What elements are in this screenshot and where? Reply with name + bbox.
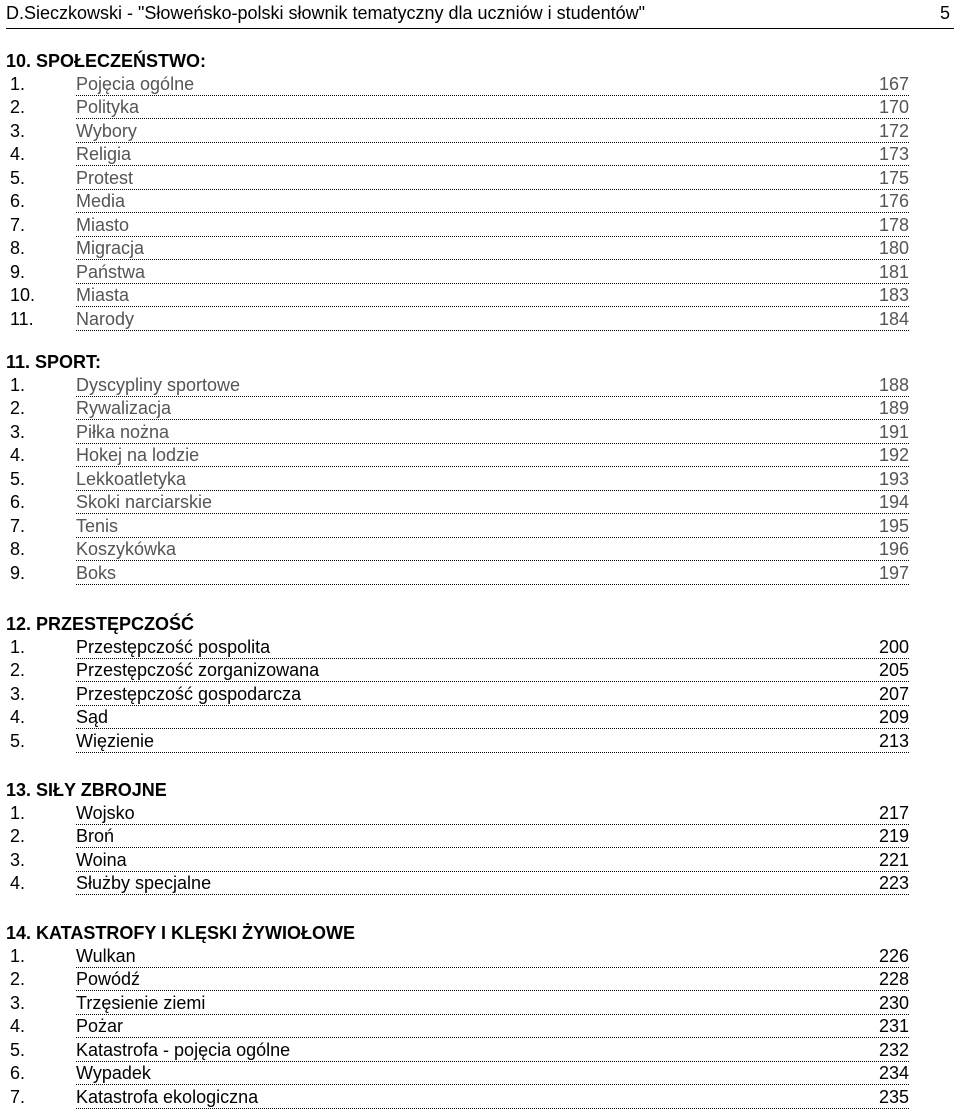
toc-entry-leader: [76, 190, 909, 213]
toc-entry-number: 4.: [10, 144, 26, 165]
toc-entry[interactable]: [10, 802, 909, 824]
toc-entry-label: Tenis: [76, 515, 119, 536]
toc-entry-label: Trzęsienie ziemi: [76, 992, 206, 1013]
toc-entry-number: 10.: [10, 285, 36, 306]
toc-entry-number: 3.: [10, 992, 26, 1013]
toc-entry-page: 232: [878, 1039, 909, 1060]
toc-entry-label: Koszykówka: [76, 539, 177, 560]
toc-entry-label: Skoki narciarskie: [76, 492, 213, 513]
toc-entry-number: 7.: [10, 1086, 26, 1107]
toc-entry-number: 4.: [10, 873, 26, 894]
toc-entry-leader: [76, 374, 909, 397]
toc-entry-leader: [76, 945, 909, 968]
toc-entry-number: 8.: [10, 238, 26, 259]
toc-entry-number: 7.: [10, 515, 26, 536]
section-title: 14. KATASTROFY I KLĘSKI ŻYWIOŁOWE: [6, 923, 356, 943]
toc-entry-label: Powódź: [76, 969, 141, 990]
toc-entry-label: Protest: [76, 167, 134, 188]
toc-entry[interactable]: [10, 538, 909, 560]
toc-entry-page: 178: [878, 214, 909, 235]
toc-entry-leader: [76, 659, 909, 682]
toc-entry[interactable]: [10, 706, 909, 728]
toc-entry[interactable]: [10, 683, 909, 705]
toc-entry-page: 217: [878, 803, 909, 823]
toc-entry-number: 6.: [10, 492, 26, 513]
toc-entry[interactable]: [10, 96, 909, 118]
toc-entry-page: 200: [878, 637, 909, 657]
toc-entry-leader: [76, 308, 909, 331]
toc-entry[interactable]: [10, 214, 909, 236]
toc-entry-number: 3.: [10, 849, 26, 870]
toc-entry-page: 191: [878, 421, 909, 442]
toc-entry-page: 223: [878, 873, 909, 894]
toc-entry-label: Wulkan: [76, 946, 136, 966]
toc-entry-number: 2.: [10, 398, 26, 419]
toc-entry-label: Przestępczość pospolita: [76, 637, 271, 657]
toc-entry-label: Pożar: [76, 1016, 124, 1037]
toc-entry[interactable]: [10, 374, 909, 396]
toc-entry-page: 192: [878, 445, 909, 466]
toc-entry-number: 2.: [10, 660, 26, 681]
toc-entry-leader: [76, 872, 909, 895]
toc-entry-label: Media: [76, 191, 126, 212]
toc-entry-label: Sąd: [76, 707, 109, 728]
toc-entry-label: Pojęcia ogólne: [76, 74, 195, 94]
section-title: 13. SIŁY ZBROJNE: [6, 780, 167, 800]
toc-entry-label: Lekkoatletyka: [76, 468, 187, 489]
toc-entry-label: Miasto: [76, 214, 130, 235]
toc-entry-leader: [76, 167, 909, 190]
toc-entry-number: 7.: [10, 214, 26, 235]
toc-entry-label: Wojsko: [76, 803, 135, 823]
toc-entry[interactable]: [10, 167, 909, 189]
toc-entry-number: 5.: [10, 730, 26, 751]
toc-entry-number: 5.: [10, 468, 26, 489]
toc-entry-number: 11.: [10, 308, 34, 329]
toc-entry-leader: [76, 683, 909, 706]
toc-entry[interactable]: [10, 515, 909, 537]
toc-entry-page: 205: [878, 660, 909, 681]
toc-entry-leader: [76, 421, 909, 444]
toc-entry[interactable]: [10, 1015, 909, 1037]
toc-entry[interactable]: [10, 1086, 909, 1108]
page-number: 5: [939, 3, 950, 23]
toc-entry-leader: [76, 214, 909, 237]
toc-entry[interactable]: [10, 1039, 909, 1061]
toc-entry-page: 197: [878, 562, 909, 583]
toc-entry[interactable]: [10, 261, 909, 283]
toc-entry-label: Religia: [76, 144, 132, 165]
toc-entry-label: Rywalizacja: [76, 398, 172, 419]
toc-entry-number: 3.: [10, 421, 26, 442]
toc-entry-page: 173: [878, 144, 909, 165]
toc-entry-label: Woina: [76, 849, 127, 870]
toc-entry-leader: [76, 562, 909, 585]
toc-entry-page: 189: [878, 398, 909, 419]
toc-entry-page: 195: [878, 515, 909, 536]
toc-entry-page: 194: [878, 492, 909, 513]
toc-entry[interactable]: [10, 421, 909, 443]
toc-entry-page: 234: [878, 1063, 909, 1084]
toc-entry-leader: [76, 849, 909, 872]
toc-entry[interactable]: [10, 659, 909, 681]
toc-entry-page: 213: [878, 730, 909, 751]
toc-entry[interactable]: [10, 190, 909, 212]
toc-entry-label: Państwa: [76, 261, 146, 282]
toc-entry-label: Przestępczość gospodarcza: [76, 683, 302, 704]
toc-entry-page: 209: [878, 707, 909, 728]
toc-entry-number: 9.: [10, 261, 26, 282]
toc-entry-leader: [76, 444, 909, 467]
toc-entry[interactable]: [10, 308, 909, 330]
toc-entry-page: 235: [878, 1086, 909, 1107]
toc-entry-page: 226: [878, 946, 909, 966]
toc-entry-page: 176: [878, 191, 909, 212]
toc-entry-page: 188: [878, 375, 909, 395]
toc-entry[interactable]: [10, 872, 909, 894]
toc-entry-number: 1.: [10, 74, 26, 94]
toc-entry[interactable]: [10, 562, 909, 584]
toc-entry-leader: [76, 730, 909, 753]
toc-entry[interactable]: [10, 73, 909, 95]
toc-entry-label: Polityka: [76, 97, 140, 118]
toc-entry-page: 170: [878, 97, 909, 118]
toc-entry-label: Migracja: [76, 238, 145, 259]
toc-entry-page: 231: [878, 1016, 909, 1037]
toc-entry-page: 219: [878, 826, 909, 847]
toc-entry-number: 1.: [10, 637, 26, 657]
toc-entry-leader: [76, 261, 909, 284]
page-header: [6, 0, 954, 29]
toc-entry[interactable]: [10, 825, 909, 847]
toc-entry-leader: [76, 992, 909, 1015]
section-title: 10. SPOŁECZEŃSTWO:: [6, 51, 207, 71]
toc-entry-label: Więzienie: [76, 730, 155, 751]
toc-entry[interactable]: [10, 397, 909, 419]
toc-entry-leader: [76, 1015, 909, 1038]
toc-entry-page: 172: [878, 120, 909, 141]
toc-entry-number: 1.: [10, 375, 26, 395]
toc-entry-number: 6.: [10, 191, 26, 212]
toc-entry-leader: [76, 73, 909, 96]
toc-entry-leader: [76, 706, 909, 729]
toc-entry[interactable]: [10, 491, 909, 513]
toc-entry-leader: [76, 825, 909, 848]
toc-entry-number: 4.: [10, 445, 26, 466]
toc-entry-number: 2.: [10, 97, 26, 118]
toc-entry-number: 2.: [10, 969, 26, 990]
toc-entry-leader: [76, 468, 909, 491]
toc-entry[interactable]: [10, 730, 909, 752]
toc-entry-leader: [76, 515, 909, 538]
toc-entry-label: Narody: [76, 308, 135, 329]
toc-entry-label: Katastrofa - pojęcia ogólne: [76, 1039, 291, 1060]
toc-entry-number: 4.: [10, 707, 26, 728]
toc-entry-page: 184: [878, 308, 909, 329]
toc-entry-page: 167: [878, 74, 909, 94]
document-title: D.Sieczkowski - "Słoweńsko-polski słownik tematyczny dla uczniów i studentów": [6, 3, 646, 23]
toc-entry-number: 8.: [10, 539, 26, 560]
toc-entry-leader: [76, 1062, 909, 1085]
toc-entry-leader: [76, 491, 909, 514]
toc-entry[interactable]: [10, 237, 909, 259]
toc-entry-leader: [76, 1086, 909, 1109]
toc-entry-page: 230: [878, 992, 909, 1013]
toc-entry-number: 3.: [10, 683, 26, 704]
toc-entry-leader: [76, 143, 909, 166]
toc-entry-leader: [76, 968, 909, 991]
toc-entry[interactable]: [10, 968, 909, 990]
toc-entry-number: 1.: [10, 803, 26, 823]
toc-entry-leader: [76, 96, 909, 119]
toc-entry[interactable]: [10, 1062, 909, 1084]
toc-entry-number: 5.: [10, 167, 26, 188]
toc-entry-label: Wybory: [76, 120, 137, 141]
toc-entry-label: Katastrofa ekologiczna: [76, 1086, 259, 1107]
toc-entry-page: 183: [878, 285, 909, 306]
toc-entry-number: 9.: [10, 562, 26, 583]
toc-entry-label: Broń: [76, 826, 115, 847]
toc-entry-leader: [76, 237, 909, 260]
toc-entry-page: 181: [878, 261, 909, 282]
toc-entry-number: 5.: [10, 1039, 26, 1060]
toc-entry[interactable]: [10, 468, 909, 490]
toc-entry-page: 221: [878, 849, 909, 870]
toc-entry-label: Wypadek: [76, 1063, 151, 1084]
toc-entry-leader: [76, 802, 909, 825]
toc-entry-page: 175: [878, 167, 909, 188]
toc-entry-number: 2.: [10, 826, 26, 847]
section-title: 11. SPORT:: [6, 352, 102, 372]
toc-entry[interactable]: [10, 143, 909, 165]
toc-entry-number: 4.: [10, 1016, 26, 1037]
toc-entry-label: Hokej na lodzie: [76, 445, 200, 466]
toc-entry-label: Miasta: [76, 285, 130, 306]
toc-entry-number: 3.: [10, 120, 26, 141]
toc-entry[interactable]: [10, 444, 909, 466]
toc-entry-page: 193: [878, 468, 909, 489]
toc-entry-leader: [76, 1039, 909, 1062]
toc-entry-number: 1.: [10, 946, 26, 966]
toc-entry[interactable]: [10, 284, 909, 306]
toc-entry-leader: [76, 397, 909, 420]
toc-entry-leader: [76, 636, 909, 659]
toc-entry-page: 180: [878, 238, 909, 259]
toc-entry[interactable]: [10, 945, 909, 967]
toc-entry[interactable]: [10, 849, 909, 871]
toc-entry-page: 196: [878, 539, 909, 560]
toc-entry-label: Dyscypliny sportowe: [76, 375, 241, 395]
toc-entry-label: Boks: [76, 562, 117, 583]
toc-entry-leader: [76, 284, 909, 307]
toc-entry[interactable]: [10, 992, 909, 1014]
toc-entry-label: Piłka nożna: [76, 421, 170, 442]
toc-entry[interactable]: [10, 120, 909, 142]
toc-entry-leader: [76, 538, 909, 561]
toc-entry-label: Przestępczość zorganizowana: [76, 660, 320, 681]
toc-entry-leader: [76, 120, 909, 143]
toc-entry-label: Służby specjalne: [76, 873, 212, 894]
toc-entry-page: 228: [878, 969, 909, 990]
toc-entry-page: 207: [878, 683, 909, 704]
toc-entry-number: 6.: [10, 1063, 26, 1084]
toc-entry[interactable]: [10, 636, 909, 658]
section-title: 12. PRZESTĘPCZOŚĆ: [6, 614, 195, 634]
